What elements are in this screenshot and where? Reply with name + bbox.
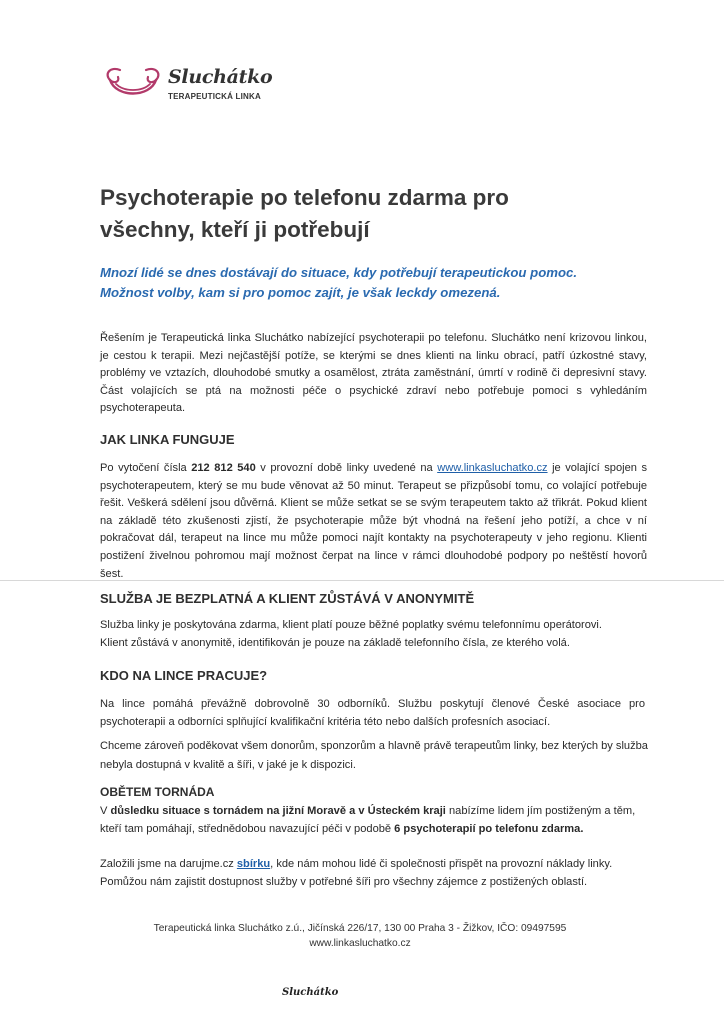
footer-address: Terapeutická linka Sluchátko z.ú., Jičínská 226/17, 130 00 Praha 3 - Žižkov, IČO: 09497595 xyxy=(153,923,567,934)
how-text-1: Po vytočení čísla xyxy=(100,462,192,474)
tornado-paragraph-1 xyxy=(100,803,640,838)
tornado-text-1: V xyxy=(100,805,111,817)
lead-text xyxy=(100,263,660,303)
who-paragraph-2: Chceme zároveň poděkovat všem donorům, sponzorům a hlavně právě terapeutům linky, bez kterých by služba nebyla dostupná v kvalitě a šíři, v jaké je k dispozici. xyxy=(100,740,648,771)
tornado-text-3: Založili jsme na darujme.cz xyxy=(100,858,237,870)
footer-web: www.linkasluchatko.cz xyxy=(309,938,411,949)
logo-name: Sluchátko xyxy=(168,66,273,88)
tornado-bold-1: důsledku situace s tornádem na jižní Moravě a v Ústeckém kraji xyxy=(110,805,446,817)
tornado-bold-2: 6 psychoterapií po telefonu zdarma. xyxy=(394,822,584,835)
tornado-paragraph-2 xyxy=(100,856,640,891)
logo-subtitle: TERAPEUTICKÁ LINKA xyxy=(168,92,261,101)
who-heading: KDO NA LINCE PRACUJE? xyxy=(100,668,268,683)
free-paragraph xyxy=(100,617,660,652)
how-text-3: je volající spojen s psychoterapeutem, který se mu bude věnovat až 50 minut. Terapeut se přizpůsobí tomu, co volající potřebuje řešit. Veškerá sdělení jsou důvěrná. Klient se může setkat se se svým terapeutem takto až třikrát. Pokud klient na základě této zkušenosti zjistí, že psychoterapie může být vhodná na řešení jeho potíží, a chce v ní pokračovat dál, terapeut na lince mu může pomoci najít kontakty na psychoterapeuty v jeho regionu. Klienti postižení živelnou pohromou mají možnost čerpat na lince v rámci dlouhodobé podpory po neštěstí hovorů šest. xyxy=(100,462,647,580)
phone-number: 212 812 540 xyxy=(191,462,256,474)
bottom-logo: Sluchátko xyxy=(282,987,339,998)
how-paragraph xyxy=(100,460,647,583)
tornado-heading: OBĚTEM TORNÁDA xyxy=(100,785,215,799)
tornado-text-2: nabízíme lidem jím postiženým a těm, kteří tam pomáhají, střednědobou navazující péči v podobě xyxy=(100,805,636,835)
page-title xyxy=(100,182,620,246)
page-separator xyxy=(0,580,724,581)
intro-paragraph: Řešením je Terapeutická linka Sluchátko nabízející psychoterapii po telefonu. Sluchátko není krizovou linkou, je cestou k terapii. Mezi nejčastější potíže, se kterými se dnes klienti na linku obrací, patří úzkostné stavy, problémy ve vztazích, dlouhodobé smutky a osamělost, ztráta zaměstnání, úmrtí v rodině či depresivní stavy. Část volajících se ptá na možnosti péče o psychické zdraví nebo potřebuje pomoci s vyhledáním psychoterapeuta. xyxy=(100,332,647,415)
title-line-1: Psychoterapie po telefonu zdarma pro xyxy=(100,185,509,210)
lead-line-1: Mnozí lidé se dnes dostávají do situace, kdy potřebují terapeutickou pomoc. xyxy=(100,265,578,280)
website-link[interactable]: www.linkasluchatko.cz xyxy=(437,462,548,474)
lead-line-2: Možnost volby, kam si pro pomoc zajít, je však leckdy omezená. xyxy=(100,285,501,300)
footer xyxy=(100,921,620,951)
fundraiser-link[interactable]: sbírku xyxy=(236,858,271,870)
smile-logo-icon xyxy=(104,64,162,104)
who-paragraph-1: Na lince pomáhá převážně dobrovolně 30 odborníků. Službu poskytují členové České asociace pro psychoterapii a odborníci splňující kvalifikační kritéria této nebo dalších profesních asociací. xyxy=(100,698,645,728)
logo xyxy=(104,62,284,112)
title-line-2: všechny, kteří ji potřebují xyxy=(100,217,370,242)
free-heading: SLUŽBA JE BEZPLATNÁ A KLIENT ZŮSTÁVÁ V ANONYMITĚ xyxy=(100,591,475,606)
how-text-2: v provozní době linky uvedené na xyxy=(255,462,438,474)
how-heading: JAK LINKA FUNGUJE xyxy=(100,432,235,447)
free-line-1: Služba linky je poskytována zdarma, klient platí pouze běžné poplatky svému telefonnímu operátorovi. xyxy=(100,619,602,631)
free-line-2: Klient zůstává v anonymitě, identifikován je pouze na základě telefonního čísla, ze kterého volá. xyxy=(100,636,570,649)
tornado-text-4: , kde nám mohou lidé či společnosti přispět na provozní náklady linky. Pomůžou nám zajistit dostupnost služby v potřebné šíři pro všechny zájemce z postižených oblastí. xyxy=(100,858,613,888)
